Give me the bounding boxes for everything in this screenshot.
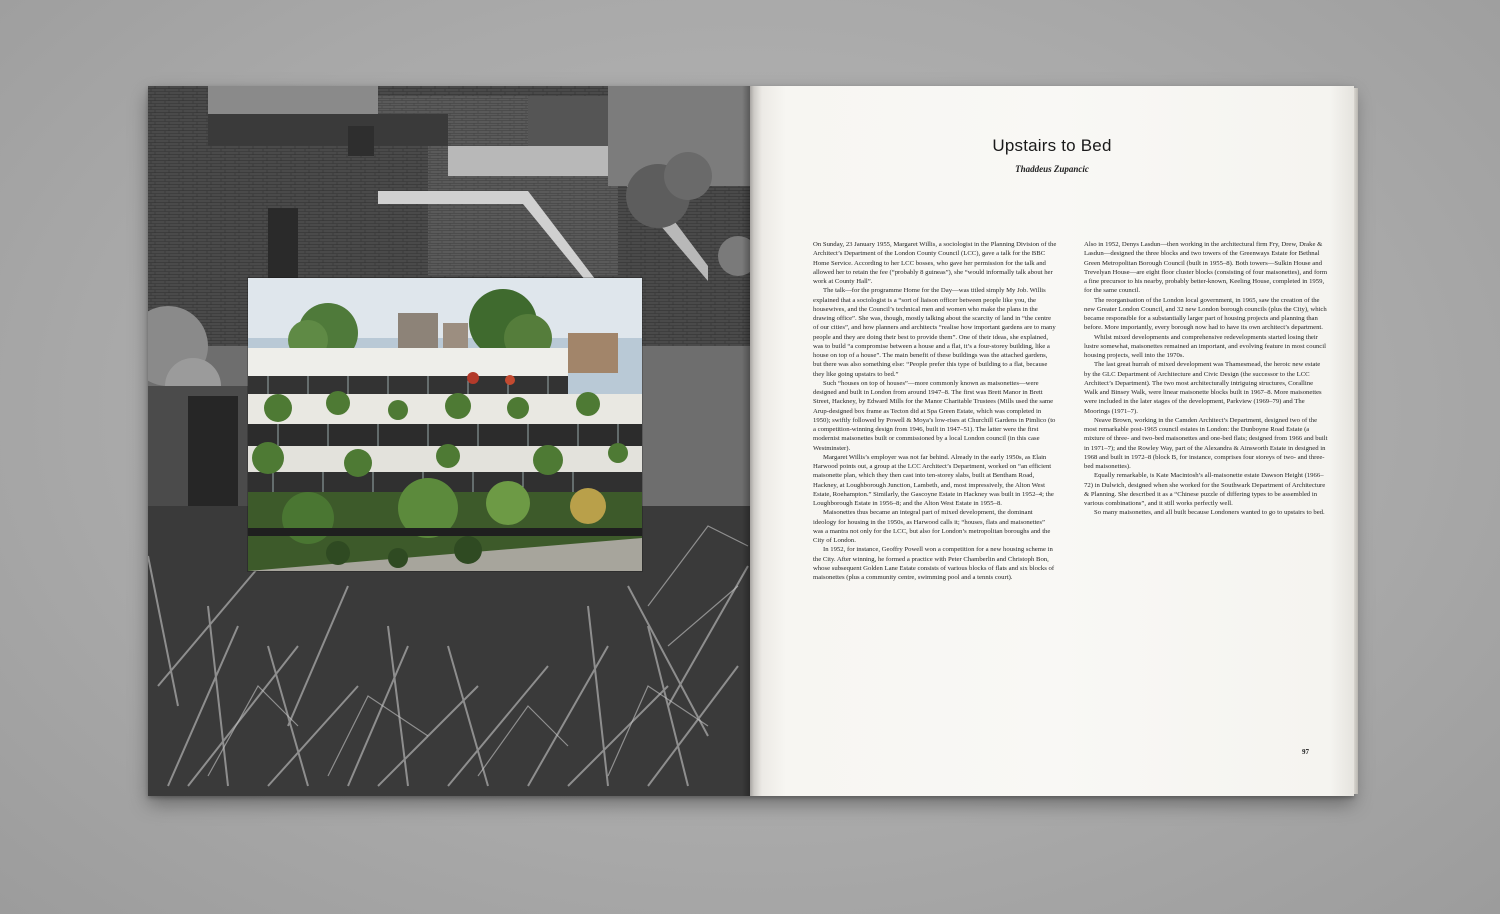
paragraph: On Sunday, 23 January 1955, Margaret Willis, a sociologist in the Planning Division of the Architect’s Department of the London County Council (LCC), gave a talk for the BBC Home Service. According to her LCC bosses, who gave her permission for the talk and allowed her to retain the fee (“probably 8 guineas”), she “would informally talk about her work at County Hall”.: [813, 241, 1057, 285]
color-maisonette-photo: [248, 278, 642, 571]
right-page: [750, 86, 1354, 796]
page-edge: [1354, 88, 1358, 794]
paragraph: Neave Brown, working in the Camden Architect’s Department, designed two of the most remarkable post-1965 council estates in London: the Dunboyne Road Estate (a mixture of three- and two-bed maisonettes and one-bed flats; designed from 1966 and built in 1971–7); and the Rowley Way, part of the Alexandra & Ainsworth Estate in designed in 1968 and built in 1972–8 (block B, for instance, comprises four storeys of two- and three-bed maisonettes).: [1084, 416, 1328, 470]
page-number: 97: [1302, 748, 1309, 756]
paragraph: The talk—for the programme Home for the Day—was titled simply My Job. Willis explained that a sociologist is a “sort of liaison officer between people like you, the housewives, and the Council’s technical men and women who make the plans in the drawing office”. She was, though, mostly talking about the scarcity of land in “the centre of our cities”, and how planners and architects “realise how important gardens are to many people and they are doing their best to provide them”. One of their ideas, she explained, was to build “a compromise between a house and a flat, it’s a four-storey building, like a house on top of a house”. The main benefit of these buildings was the attached gardens, but there was also something else: “People prefer this type of building to a flat, because they like going upstairs to bed.”: [813, 287, 1056, 378]
paragraph: The reorganisation of the London local government, in 1965, saw the creation of the new Greater London Council, and 32 new London borough councils (plus the City), which became responsible for a substantially larger part of housing projects and planning than before. More importantly, every borough now had to have its own architect’s department.: [1084, 296, 1327, 332]
left-page: [148, 86, 750, 796]
paragraph: Equally remarkable, is Kate Macintosh’s all-maisonette estate Dawson Height (1966–72) in Dulwich, designed when she worked for the Southwark Department of Architecture & Planning. She described it as a “Chinese puzzle of differing types to be assembled in various combinations”, and it still works perfectly well.: [1084, 472, 1326, 507]
paragraph: So many maisonettes, and all built because Londoners wanted to go to upstairs to bed.: [1094, 509, 1325, 517]
text-column-2: [1084, 240, 1328, 518]
paragraph: In 1952, for instance, Geoffry Powell won a competition for a new housing scheme in the City. After winning, he formed a practice with Peter Chamberlin and Christoph Bon, whose subsequent Golden Lane Estate consists of various blocks of flats and six blocks of maisonettes (plus a community centre, swimming pool and a tennis court).: [813, 546, 1055, 581]
paragraph: Such “houses on top of houses”—more commonly known as maisonettes—were designed and built in London from around 1947–8. The first was Brett Manor in Brett Street, Hackney, by Edward Mills for the Manor Charitable Trustees (Mills used the same Arup-designed box frame as Tecton did at Spa Green Estate, which was completed in 1950); swiftly followed by Powell & Moya’s low-rises at Churchill Gardens in Pimlico (to a competition-winning design from 1946, built in 1947–51). The latter were the first modernist maisonettes built or commissioned by a local London council (in this case Westminster).: [813, 379, 1056, 452]
paragraph: Whilst mixed developments and comprehensive redevelopments started losing their lustre somewhat, maisonettes remained an important, and evolving feature in most council housing projects, well into the 1970s.: [1084, 333, 1326, 359]
paragraph: Maisonettes thus became an integral part of mixed development, the dominant ideology for housing in the 1950s, as Harwood calls it; “houses, flats and maisonettes” was a mantra not only for the LCC, but also for London’s metropolitan boroughs and the City of London.: [813, 509, 1051, 544]
paragraph: Margaret Willis’s employer was not far behind. Already in the early 1950s, as Elain Harwood points out, a group at the LCC Architect’s Department, worked on “an efficient maisonette plan, which they then cast into ten-storey slabs, built at Bentham Road, Hackney, at Loughborough Junction, Lambeth, and, most impressively, the Alton West Estate, Roehampton.” Similarly, the Gascoyne Estate in Hackney was built in 1952–4; the Loughborough Estate in 1956–8; and the Alton West Estate in 1955–8.: [813, 453, 1054, 507]
paragraph: Also in 1952, Denys Lasdun—then working in the architectural firm Fry, Drew, Drake & Lasdun—designed the three blocks and two towers of the Greenways Estate for Bethnal Green Metropolitan Borough Council (built in 1955–8). Both towers—Sulkin House and Trevelyan House—are eight floor cluster blocks (consisting of four maisonettes), and form a fine precursor to his nearby, probably better-known, Keeling House, completed in 1959, for the same council.: [1084, 241, 1328, 295]
article-author: Thaddeus Zupancic: [1015, 164, 1089, 174]
magazine-spread: [148, 86, 1354, 796]
text-column-1: [813, 240, 1057, 582]
paragraph: The last great hurrah of mixed development was Thamesmead, the heroic new estate by the GLC Department of Architecture and Civic Design (the successor to the LCC Architect’s Department). The two most architecturally intriguing structures, Coralline Walk and Binsey Walk, were linear maisonette blocks built in 1967–8. More maisonettes were included in the later stages of the development, Parkview (1969–79) and The Moorings (1971–7).: [1084, 361, 1322, 415]
article-title: Upstairs to Bed: [992, 136, 1112, 155]
color-photo-graphic: [248, 278, 642, 571]
